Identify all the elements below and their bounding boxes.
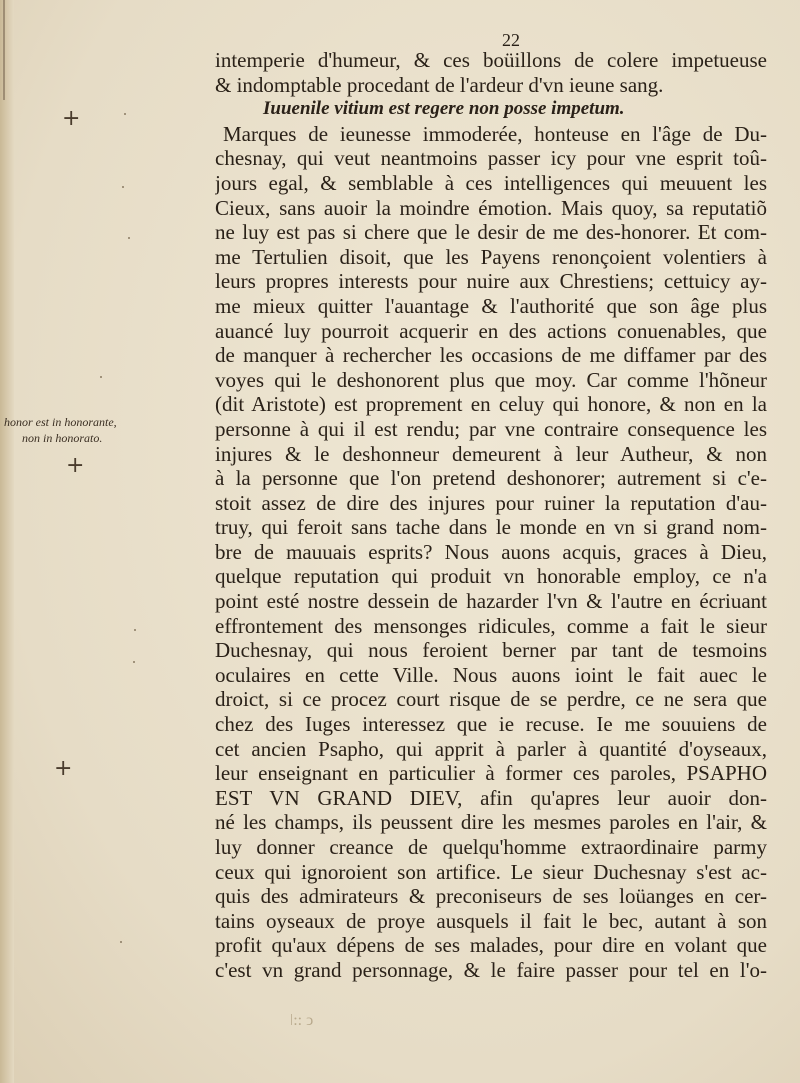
text-line: chesnay, qui veut neantmoins passer icy pour vne esprit toû- — [215, 146, 767, 171]
text-line: me mieux quitter l'auantage & l'authorité que son âge plus — [215, 293, 767, 318]
text-line: droict, si ce procez court risque de se perdre, ce ne sera que — [215, 687, 767, 712]
text-line: effrontement des mensonges ridicules, comme a fait le sieur — [215, 613, 767, 638]
text-line: point esté nostre dessein de hazarder l'vn & l'autre en écriuant — [215, 589, 767, 614]
margin-note-line: non in honorato. — [22, 431, 103, 445]
page-number: 22 — [502, 30, 520, 50]
text-line: jours egal, & semblable à ces intelligences qui meuuent les — [215, 170, 767, 195]
cross-mark: + — [66, 453, 85, 478]
cross-mark: + — [62, 106, 81, 131]
text-line: (dit Aristote) est proprement en celuy qui honore, & non en la — [215, 392, 767, 417]
text-line: luy donner creance de quelqu'homme extraordinaire parmy — [215, 835, 767, 859]
ink-speck — [100, 376, 102, 378]
latin-quote: Iuuenile vitium est regere non posse impetum. — [263, 98, 625, 120]
text-line: né les champs, ils peussent dire les mesmes paroles en l'air, & — [215, 810, 767, 835]
ink-speck — [134, 629, 136, 631]
text-line: de manquer à rechercher les occasions de me diffamer par des — [215, 343, 767, 368]
ink-speck — [133, 661, 135, 663]
text-line: truy, qui feroit sans tache dans le monde en vn si grand nom- — [215, 515, 767, 540]
text-line: Cieux, sans auoir la moindre émotion. Mais quoy, sa reputatiõ — [215, 195, 767, 220]
text-line: tains oyseaux de proye ausquels il fait le bec, autant à son — [215, 908, 767, 933]
page-edge — [0, 0, 14, 1083]
text-line: leurs propres interests pour nuire aux Chrestiens; cettuicy ay- — [215, 269, 767, 294]
text-line: voyes qui le deshonorent plus que moy. Car comme l'hõneur — [215, 367, 767, 392]
text-line: leur enseignant en particulier à former ces paroles, PSAPHO — [215, 761, 767, 786]
cross-mark: + — [54, 756, 73, 781]
text-line: stoit assez de dire des injures pour ruiner la reputation d'au- — [215, 490, 767, 515]
text-line: & indomptable procedant de l'ardeur d'vn ieune sang. — [215, 72, 664, 97]
text-line: bre de mauuais esprits? Nous auons acquis, graces à Dieu, — [215, 539, 767, 564]
text-line: chez des Iuges interessez que ie recuse. Ie me souuiens de — [215, 712, 767, 737]
text-line: Marques de ieunesse immoderée, honteuse en l'âge de Du- — [223, 121, 767, 146]
text-line: à la personne que l'on pretend deshonorer; autrement si c'e- — [215, 466, 767, 491]
text-line: EST VN GRAND DIEV, afin qu'apres leur auoir don- — [215, 785, 767, 810]
text-line: c'est vn grand personnage, & le faire passer pour tel en l'o- — [215, 957, 767, 982]
text-line: cet ancien Psapho, qui apprit à parler à quantité d'oyseaux, — [215, 736, 767, 761]
page-crease — [3, 0, 5, 100]
text-line: intemperie d'humeur, & ces boüillons de colere impetueuse — [215, 48, 767, 72]
text-line: injures & le deshonneur demeurent à leur Autheur, & non — [215, 441, 767, 466]
text-line: ne luy est pas si chere que le desir de me des-honorer. Et com- — [215, 220, 767, 245]
text-line: me Tertulien disoit, que les Payens renonçoient volentiers à — [215, 244, 767, 269]
ink-speck — [124, 113, 126, 115]
ink-speck — [122, 186, 124, 188]
text-line: auancé luy pourroit acquerir en des actions conuenables, que — [215, 318, 767, 343]
text-line: Duchesnay, qui nous feroient berner par tant de tesmoins — [215, 638, 767, 663]
margin-note-line: honor est in honorante, — [4, 415, 117, 429]
text-line: profit qu'aux dépens de ses malades, pour dire en volant que — [215, 933, 767, 958]
body-text — [215, 48, 767, 983]
margin-note — [4, 414, 194, 446]
text-line: ceux qui ignoroient son artifice. Le sieur Duchesnay s'est ac- — [215, 859, 767, 884]
text-line: quis des admirateurs & preconiseurs de ses loüanges en cer- — [215, 884, 767, 909]
ink-speck — [120, 941, 122, 943]
text-line: oculaires en cette Ville. Nous auons ioint le fait auec le — [215, 662, 767, 687]
faint-bottom-mark: ǀ:: ↄ — [290, 1012, 314, 1029]
text-line: quelque reputation qui produit vn honorable employ, ce n'a — [215, 564, 767, 589]
text-line: personne à qui il est rendu; par vne contraire consequence les — [215, 416, 767, 441]
ink-speck — [128, 237, 130, 239]
